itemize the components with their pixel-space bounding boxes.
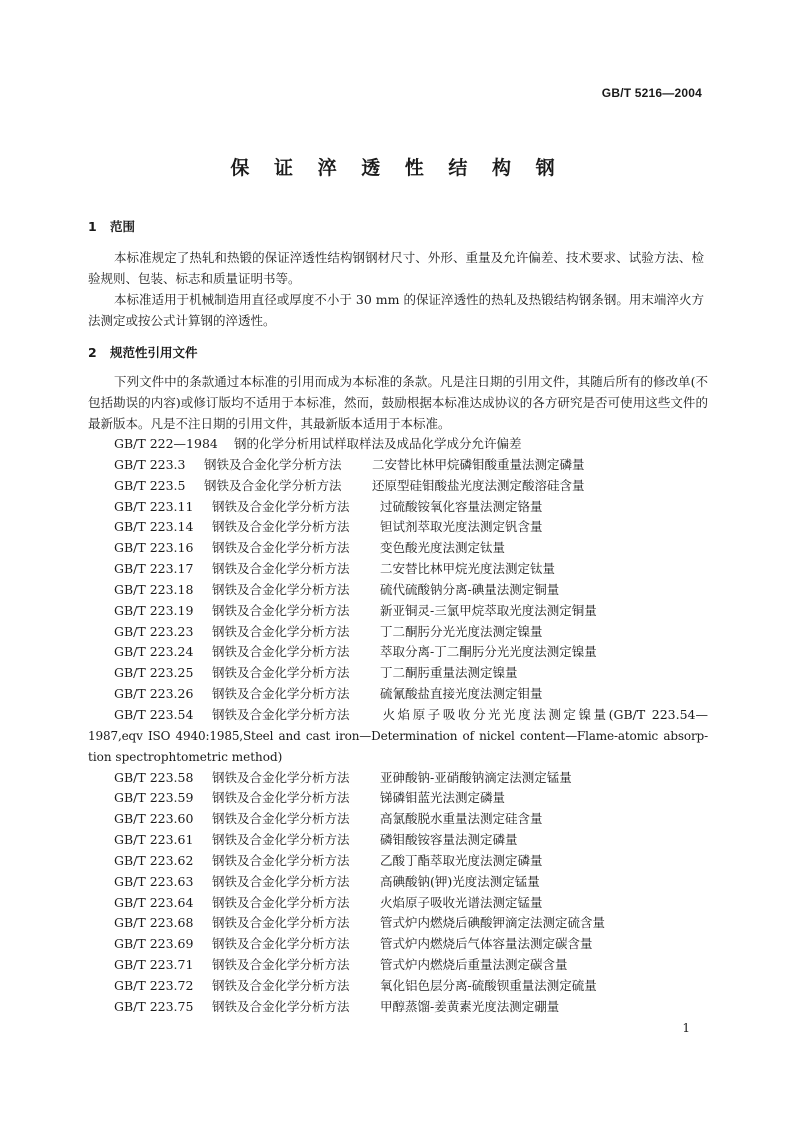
reference-title: 钢的化学分析用试样取样法及成品化学成分允许偏差 (234, 436, 522, 451)
reference-long-line-1 (88, 705, 708, 726)
reference-code: GB/T 223.59 (114, 790, 194, 806)
document-title: 保 证 淬 透 性 结 构 钢 (230, 157, 564, 179)
standard-code: GB/T 5216—2004 (601, 86, 702, 100)
page-number: 1 (682, 1021, 690, 1035)
reference-title: 锑磷钼蓝光法测定磷量 (380, 790, 506, 806)
reference-code: GB/T 223.63 (114, 873, 194, 889)
reference-title: 甲醇蒸馏-姜黄素光度法测定硼量 (380, 998, 560, 1014)
reference-code: GB/T 223.14 (114, 519, 194, 535)
reference-item (88, 893, 708, 914)
reference-series: 钢铁及合金化学分析方法 (212, 519, 350, 535)
reference-title: 磷钼酸铵容量法测定磷量 (380, 832, 518, 848)
reference-series: 钢铁及合金化学分析方法 (212, 540, 350, 556)
reference-item (88, 851, 708, 872)
reference-series: 钢铁及合金化学分析方法 (212, 561, 350, 577)
reference-code: GB/T 223.23 (114, 623, 194, 639)
reference-item (88, 788, 708, 809)
reference-series: 钢铁及合金化学分析方法 (212, 665, 350, 681)
reference-series: 钢铁及合金化学分析方法 (204, 456, 342, 472)
reference-item (88, 768, 708, 789)
reference-title: 亚砷酸钠-亚硝酸钠滴定法测定锰量 (380, 769, 572, 785)
reference-series: 钢铁及合金化学分析方法 (212, 977, 350, 993)
reference-title: 硫氰酸盐直接光度法测定钼量 (380, 686, 543, 702)
reference-item (88, 976, 708, 997)
reference-code: GB/T 223.69 (114, 936, 194, 952)
reference-code: GB/T 223.68 (114, 915, 194, 931)
reference-item (88, 497, 708, 518)
reference-item (88, 955, 708, 976)
section-1-number: 1 (88, 219, 97, 234)
reference-series: 钢铁及合金化学分析方法 (212, 498, 350, 514)
reference-title: 还原型硅钼酸盐光度法测定酸溶硅含量 (372, 477, 585, 493)
reference-series: 钢铁及合金化学分析方法 (212, 769, 350, 785)
reference-item (88, 830, 708, 851)
reference-series: 钢铁及合金化学分析方法 (212, 623, 350, 639)
reference-title: 过硫酸铵氧化容量法测定铬量 (380, 498, 543, 514)
reference-item (88, 809, 708, 830)
reference-code: GB/T 223.19 (114, 602, 194, 618)
reference-code: GB/T 223.26 (114, 686, 194, 702)
reference-series: 钢铁及合金化学分析方法 (212, 894, 350, 910)
reference-item (88, 913, 708, 934)
reference-series: 钢铁及合金化学分析方法 (212, 581, 350, 597)
reference-item (88, 538, 708, 559)
reference-item (88, 622, 708, 643)
reference-title: 高氯酸脱水重量法测定硅含量 (380, 811, 543, 827)
reference-title: 钽试剂萃取光度法测定钒含量 (380, 519, 543, 535)
reference-code: GB/T 223.72 (114, 977, 194, 993)
reference-series: 钢铁及合金化学分析方法 (212, 811, 350, 827)
reference-item (88, 559, 708, 580)
reference-series: 钢铁及合金化学分析方法 (212, 852, 350, 868)
reference-title: 丁二酮肟重量法测定镍量 (380, 665, 518, 681)
reference-series: 钢铁及合金化学分析方法 (212, 602, 350, 618)
reference-series: 钢铁及合金化学分析方法 (212, 644, 350, 660)
section-2-heading (88, 343, 198, 361)
reference-title: 萃取分离-丁二酮肟分光光度法测定镍量 (380, 644, 597, 660)
reference-series: 钢铁及合金化学分析方法 (212, 790, 350, 806)
reference-item (88, 517, 708, 538)
reference-code: GB/T 223.16 (114, 540, 194, 556)
reference-title: 二安替比林甲烷光度法测定钛量 (380, 561, 556, 577)
reference-code: GB/T 223.60 (114, 811, 194, 827)
reference-title: 丁二酮肟分光光度法测定镍量 (380, 623, 543, 639)
reference-code: GB/T 223.62 (114, 852, 194, 868)
reference-title: 火焰原子吸收分光光度法测定镍量(GB/T 223.54— (380, 706, 708, 722)
reference-code: GB/T 223.11 (114, 498, 194, 514)
reference-code: GB/T 223.18 (114, 581, 194, 597)
reference-title: 高碘酸钠(钾)光度法测定锰量 (380, 873, 540, 889)
reference-item (88, 476, 708, 497)
reference-title: 二安替比林甲烷磷钼酸重量法测定磷量 (372, 456, 585, 472)
reference-title: 变色酸光度法测定钛量 (380, 540, 506, 556)
reference-item (88, 872, 708, 893)
reference-series: 钢铁及合金化学分析方法 (212, 832, 350, 848)
section-1-title: 范围 (110, 219, 136, 234)
reference-title: 火焰原子吸收光谱法测定锰量 (380, 894, 543, 910)
section-1-paragraph-1: 本标准规定了热轧和热锻的保证淬透性结构钢钢材尺寸、外形、重量及允许偏差、技术要求、试验方法、检验规则、包装、标志和质量证明书等。 (88, 250, 704, 286)
reference-long-line-3: tion spectrophtometric method) (88, 749, 283, 764)
reference-code: GB/T 223.75 (114, 998, 194, 1014)
reference-series: 钢铁及合金化学分析方法 (212, 915, 350, 931)
reference-item (88, 997, 708, 1018)
reference-code: GB/T 223.64 (114, 894, 194, 910)
section-2-number: 2 (88, 345, 97, 360)
reference-item (88, 934, 708, 955)
reference-series: 钢铁及合金化学分析方法 (212, 936, 350, 952)
section-2-title: 规范性引用文件 (110, 345, 198, 360)
reference-item (88, 642, 708, 663)
reference-code: GB/T 223.5 (114, 477, 186, 493)
reference-item (88, 434, 708, 455)
reference-item (88, 663, 708, 684)
reference-code: GB/T 223.17 (114, 561, 194, 577)
reference-title: 乙酸丁酯萃取光度法测定磷量 (380, 852, 543, 868)
reference-long-line-2: 1987,eqv ISO 4940:1985,Steel and cast iron—Determination of nickel content—Flame-atomic absorp- (88, 728, 708, 743)
reference-series: 钢铁及合金化学分析方法 (212, 706, 350, 722)
reference-title: 新亚铜灵-三氯甲烷萃取光度法测定铜量 (380, 602, 597, 618)
reference-series: 钢铁及合金化学分析方法 (204, 477, 342, 493)
section-1-heading (88, 217, 135, 235)
reference-series: 钢铁及合金化学分析方法 (212, 957, 350, 973)
section-2-paragraph-1: 下列文件中的条款通过本标准的引用而成为本标准的条款。凡是注日期的引用文件，其随后所有的修改单(不包括勘误的内容)或修订版均不适用于本标准，然而，鼓励根据本标准达成协议的各方研究是否可使用这些文件的最新版本。凡是不注日期的引用文件，其最新版本适用于本标准。 (88, 374, 708, 431)
reference-code: GB/T 223.71 (114, 957, 194, 973)
reference-series: 钢铁及合金化学分析方法 (212, 873, 350, 889)
reference-item (88, 580, 708, 601)
reference-item (88, 684, 708, 705)
reference-code: GB/T 222—1984 (114, 436, 218, 451)
reference-title: 硫代硫酸钠分离-碘量法测定铜量 (380, 581, 560, 597)
reference-code: GB/T 223.54 (114, 706, 194, 722)
reference-title: 氧化铝色层分离-硫酸钡重量法测定硫量 (380, 977, 597, 993)
reference-item (88, 601, 708, 622)
reference-title: 管式炉内燃烧后气体容量法测定碳含量 (380, 936, 593, 952)
reference-series: 钢铁及合金化学分析方法 (212, 686, 350, 702)
reference-item-long (88, 705, 708, 768)
reference-code: GB/T 223.25 (114, 665, 194, 681)
reference-code: GB/T 223.61 (114, 832, 194, 848)
reference-code: GB/T 223.58 (114, 769, 194, 785)
reference-title: 管式炉内燃烧后重量法测定碳含量 (380, 957, 568, 973)
reference-list (88, 434, 708, 1018)
reference-series: 钢铁及合金化学分析方法 (212, 998, 350, 1014)
section-1-paragraph-2: 本标准适用于机械制造用直径或厚度不小于 30 mm 的保证淬透性的热轧及热锻结构钢条钢。用末端淬火方法测定或按公式计算钢的淬透性。 (88, 292, 704, 328)
reference-code: GB/T 223.3 (114, 456, 186, 472)
reference-title: 管式炉内燃烧后碘酸钾滴定法测定硫含量 (380, 915, 606, 931)
reference-item (88, 455, 708, 476)
reference-code: GB/T 223.24 (114, 644, 194, 660)
